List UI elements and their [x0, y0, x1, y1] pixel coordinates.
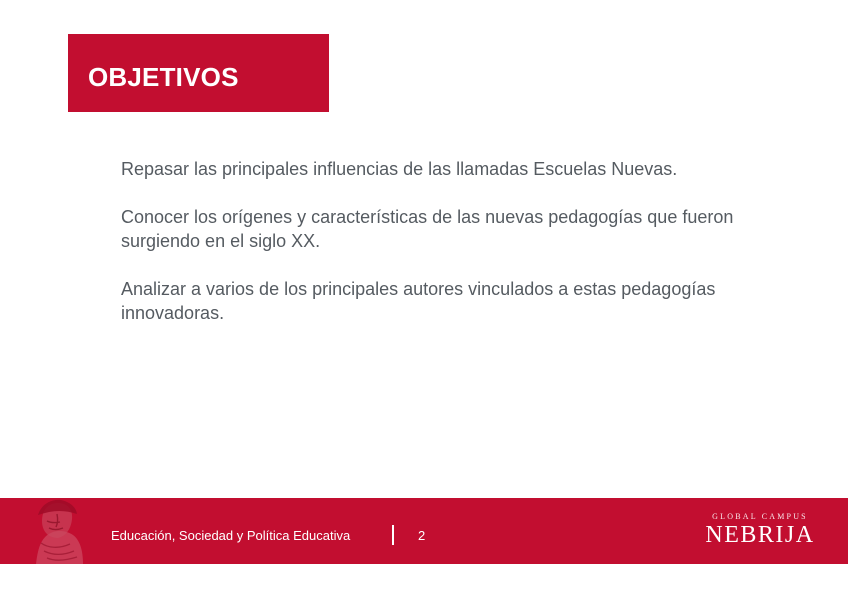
objectives-list [121, 157, 801, 349]
objective-item: Analizar a varios de los principales autores vinculados a estas pedagogías innovadoras. [121, 279, 716, 323]
footer-divider [392, 525, 394, 545]
footer-bar [0, 498, 848, 564]
nebrija-logo [698, 512, 822, 554]
page-title: OBJETIVOS [88, 62, 239, 92]
course-name: Educación, Sociedad y Política Educativa [111, 528, 351, 543]
objective-item: Repasar las principales influencias de las llamadas Escuelas Nuevas. [121, 159, 678, 179]
objective-item: Conocer los orígenes y características de las nuevas pedagogías que fueron surgiendo en el siglo XX. [121, 207, 734, 251]
nebrija-portrait-icon [28, 498, 84, 564]
page-number: 2 [418, 528, 426, 543]
logo-global-campus-text: GLOBAL CAMPUS [712, 512, 808, 521]
logo-nebrija-text: NEBRIJA [705, 522, 815, 548]
title-banner [68, 34, 329, 112]
